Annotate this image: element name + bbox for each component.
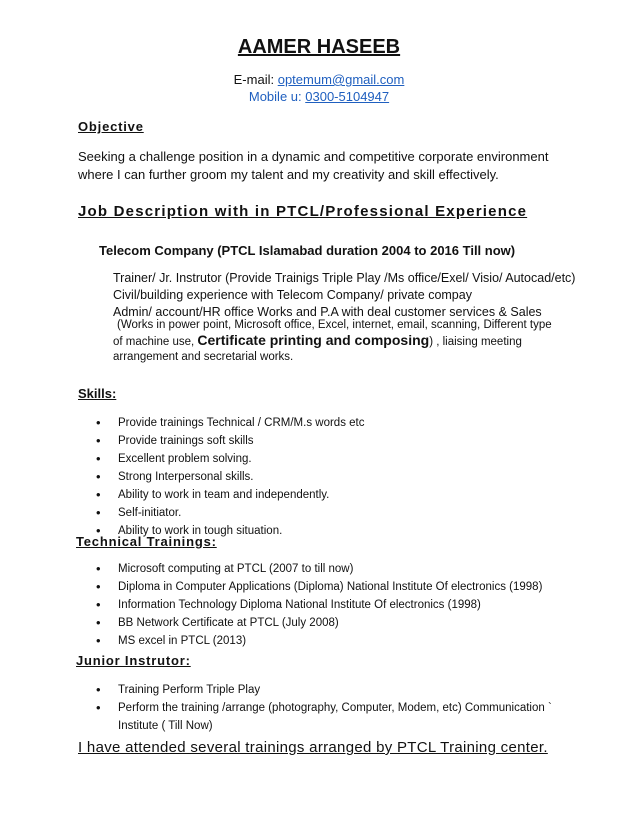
- list-item: • Information Technology Diploma National Institute Of electronics (1998): [96, 596, 542, 614]
- job-line: Trainer/ Jr. Instrutor (Provide Trainigs Triple Play /Ms office/Exel/ Visio/ Autocad/etc): [113, 271, 576, 285]
- job-description: [113, 270, 613, 321]
- job-line-suffix: ) , liaising meeting: [429, 336, 522, 348]
- footer-note: I have attended several trainings arranged by PTCL Training center.: [78, 739, 548, 756]
- candidate-name: AAMER HASEEB: [237, 36, 401, 58]
- objective-line: Seeking a challenge position in a dynamic and competitive corporate environment: [78, 149, 549, 164]
- list-item: • Diploma in Computer Applications (Diploma) National Institute Of electronics (1998): [96, 578, 542, 596]
- list-item: • MS excel in PTCL (2013): [96, 632, 542, 650]
- objective-text: [78, 148, 548, 184]
- job-line-prefix: of machine use,: [113, 336, 198, 348]
- company-line: Telecom Company (PTCL Islamabad duration 2004 to 2016 Till now): [99, 243, 516, 258]
- email-label: E-mail:: [233, 72, 275, 87]
- list-item: • Ability to work in team and independently.: [96, 486, 365, 504]
- skills-heading: Skills:: [78, 386, 117, 401]
- list-item: • Excellent problem solving.: [96, 450, 365, 468]
- list-item: • Self-initiator.: [96, 504, 365, 522]
- email-link[interactable]: optemum@gmail.com: [277, 72, 405, 87]
- skills-list: [96, 414, 365, 540]
- mobile-label: Mobile u:: [248, 89, 302, 104]
- list-item: • Provide trainings Technical / CRM/M.s words etc: [96, 414, 365, 432]
- list-item-line: Institute ( Till Now): [118, 720, 213, 732]
- list-item-line: • Perform the training /arrange (photography, Computer, Modem, etc) Communication `: [118, 702, 552, 714]
- list-item: • Ability to work in tough situation.: [96, 522, 365, 540]
- mobile-line: [0, 89, 638, 104]
- junior-list: [96, 681, 552, 735]
- email-line: [0, 72, 638, 87]
- job-line: Civil/building experience with Telecom Company/ private compay: [113, 288, 472, 302]
- objective-line: where I can further groom my talent and my creativity and skill effectively.: [78, 167, 499, 182]
- list-item: • BB Network Certificate at PTCL (July 2008): [96, 614, 542, 632]
- list-item: [96, 699, 552, 735]
- trainings-heading: Technical Trainings:: [76, 534, 217, 549]
- list-item: • Training Perform Triple Play: [96, 681, 552, 699]
- job-heading: Job Description with in PTCL/Professional Experience: [78, 203, 528, 220]
- job-line: (Works in power point, Microsoft office, Excel, internet, email, scanning, Different type: [117, 319, 552, 331]
- list-item: • Microsoft computing at PTCL (2007 to till now): [96, 560, 542, 578]
- mobile-number: 0300-5104947: [305, 89, 390, 104]
- job-details: [113, 318, 623, 365]
- junior-heading: Junior Instrutor:: [76, 653, 191, 668]
- job-line: arrangement and secretarial works.: [113, 351, 294, 363]
- list-item: • Strong Interpersonal skills.: [96, 468, 365, 486]
- job-line: [113, 333, 623, 350]
- list-item: • Provide trainings soft skills: [96, 432, 365, 450]
- job-line: Admin/ account/HR office Works and P.A with deal customer services & Sales: [113, 305, 542, 319]
- objective-heading: Objective: [78, 119, 144, 134]
- job-line-emphasis: Certificate printing and composing: [197, 332, 430, 348]
- trainings-list: [96, 560, 542, 650]
